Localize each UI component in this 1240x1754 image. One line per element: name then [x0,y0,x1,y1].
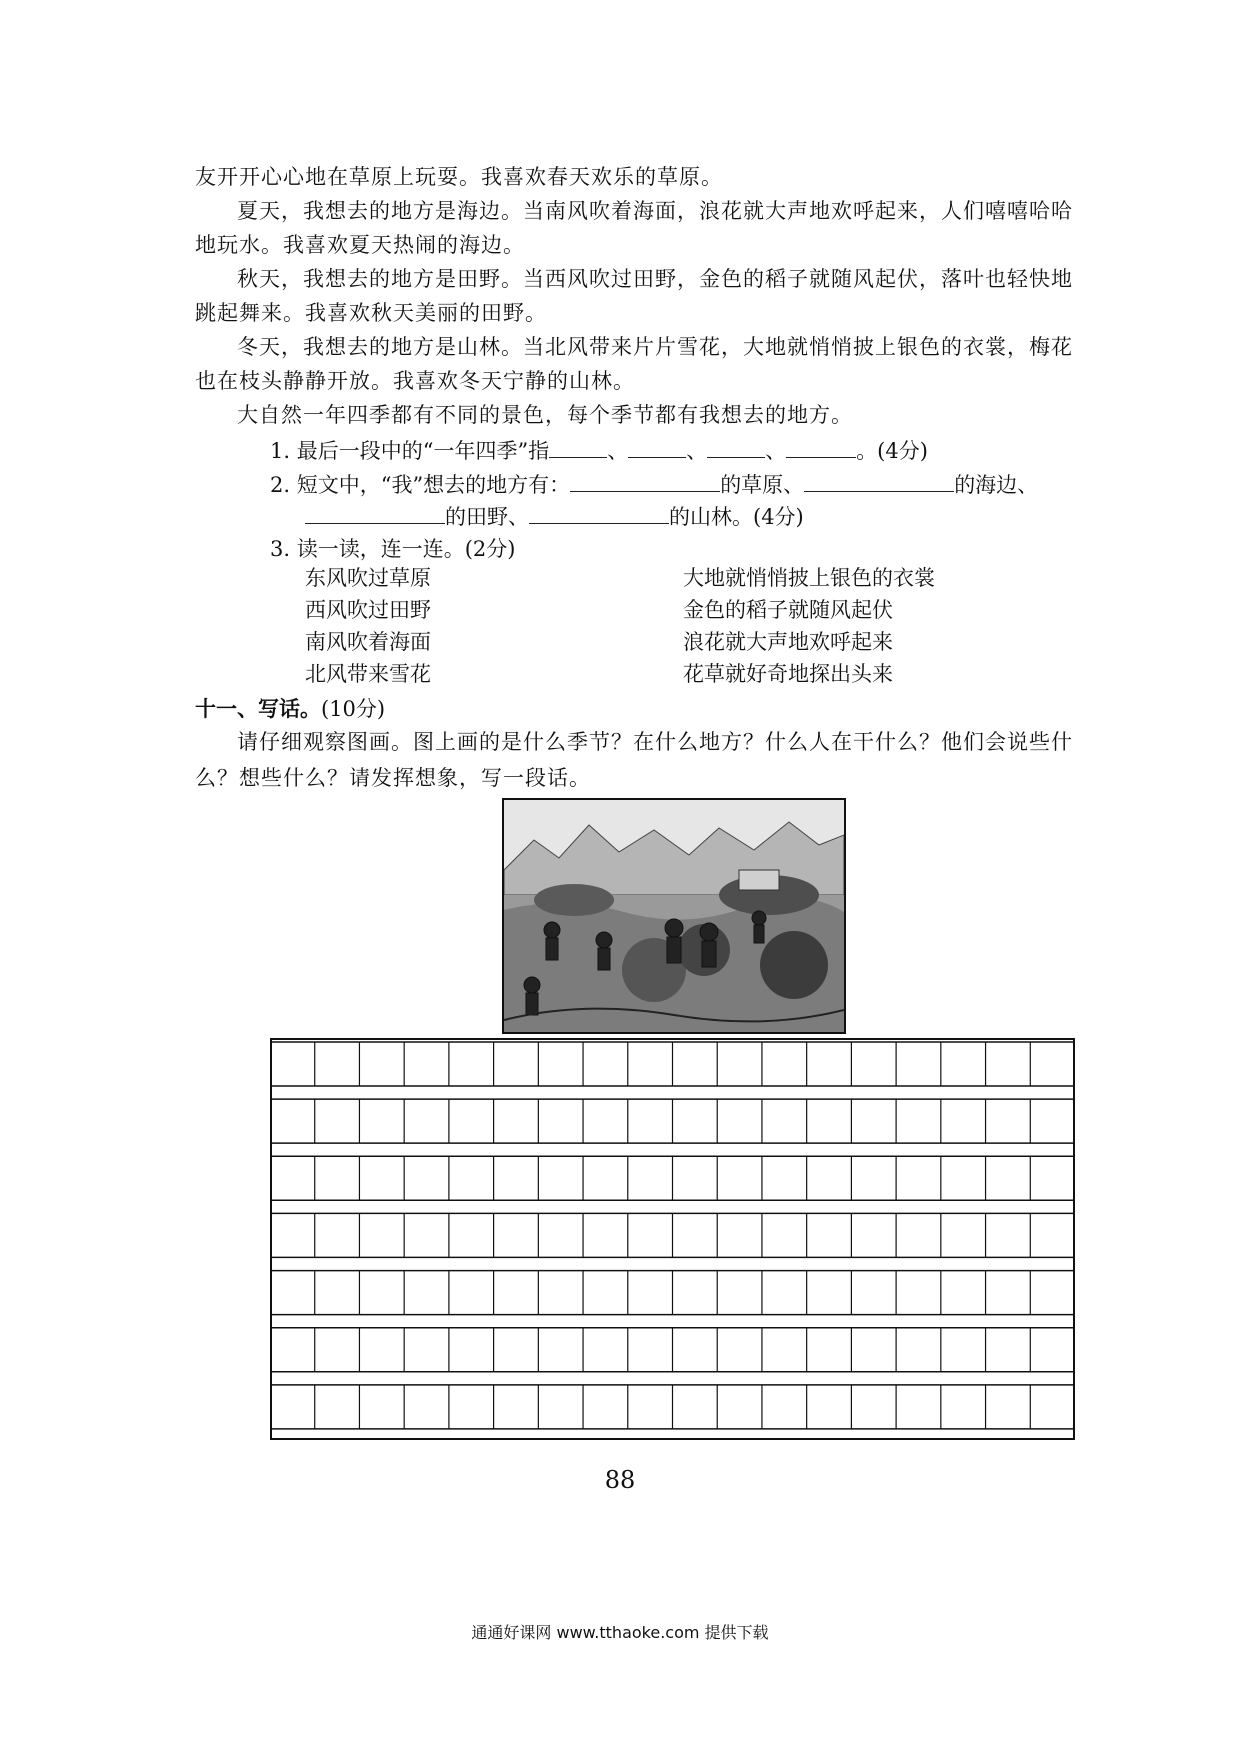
answer-blank[interactable] [804,471,954,492]
match-right-item[interactable]: 浪花就大声地欢呼起来 [683,630,893,654]
section-11-label: 十一、写话。 [195,697,321,721]
passage-paragraph-summer: 夏天，我想去的地方是海边。当南风吹着海面，浪花就大声地欢呼起来，人们嘻嘻哈哈地玩水。我喜欢夏天热闹的海边。 [195,199,1073,257]
match-left-item[interactable]: 西风吹过田野 [305,598,431,622]
question-2-seaside: 的海边、 [954,473,1039,497]
question-1-score: 。(4分) [856,439,928,463]
match-right-item[interactable]: 大地就悄悄披上银色的衣裳 [683,566,935,590]
passage-paragraph-0: 友开开心心地在草原上玩耍。我喜欢春天欢乐的草原。 [195,165,723,189]
answer-blank[interactable] [305,503,445,524]
question-2-grassland: 的草原、 [720,473,805,497]
matching-left-column [305,562,431,690]
answer-blank[interactable] [628,437,686,458]
match-right-item[interactable]: 金色的稻子就随风起伏 [683,598,893,622]
section-11-score: (10分) [321,697,386,721]
match-left-item[interactable]: 北风带来雪花 [305,662,431,686]
answer-blank[interactable] [529,503,669,524]
question-1-text: 1. 最后一段中的“一年四季”指 [270,439,550,463]
question-2-continued [305,502,804,532]
passage-paragraph-winter: 冬天，我想去的地方是山林。当北风带来片片雪花，大地就悄悄披上银色的衣裳，梅花也在枝头静静开放。我喜欢冬天宁静的山林。 [195,335,1073,393]
separator: 、 [686,439,708,463]
writing-grid[interactable] [270,1038,1075,1440]
question-1 [270,436,928,466]
download-footer: 通通好课网 www.tthaoke.com 提供下载 [471,1623,769,1642]
question-2-field: 的田野、 [445,505,529,529]
passage-paragraph-conclusion: 大自然一年四季都有不同的景色，每个季节都有我想去的地方。 [237,403,853,427]
page-number: 88 [604,1466,636,1494]
question-2-text: 2. 短文中，“我”想去的地方有： [270,473,571,497]
answer-blank[interactable] [707,437,765,458]
matching-right-column [683,562,935,690]
separator: 、 [607,439,629,463]
separator: 、 [765,439,787,463]
question-3: 3. 读一读，连一连。(2分) [270,537,516,561]
writing-grid-lines [270,1038,1075,1440]
match-right-item[interactable]: 花草就好奇地探出头来 [683,662,893,686]
match-left-item[interactable]: 东风吹过草原 [305,566,431,590]
illustration-drawing [504,800,844,1032]
answer-blank[interactable] [570,471,720,492]
writing-prompt: 请仔细观察图画。图上画的是什么季节？在什么地方？什么人在干什么？他们会说些什么？想些什么？请发挥想象，写一段话。 [195,730,1073,790]
passage-paragraph-autumn: 秋天，我想去的地方是田野。当西风吹过田野，金色的稻子就随风起伏，落叶也轻快地跳起舞来。我喜欢秋天美丽的田野。 [195,267,1073,325]
section-11-title [195,694,385,724]
answer-blank[interactable] [786,437,856,458]
spring-scene-illustration [502,798,846,1034]
match-left-item[interactable]: 南风吹着海面 [305,630,431,654]
question-2 [270,470,1038,500]
question-2-forest: 的山林。(4分) [669,505,804,529]
answer-blank[interactable] [549,437,607,458]
